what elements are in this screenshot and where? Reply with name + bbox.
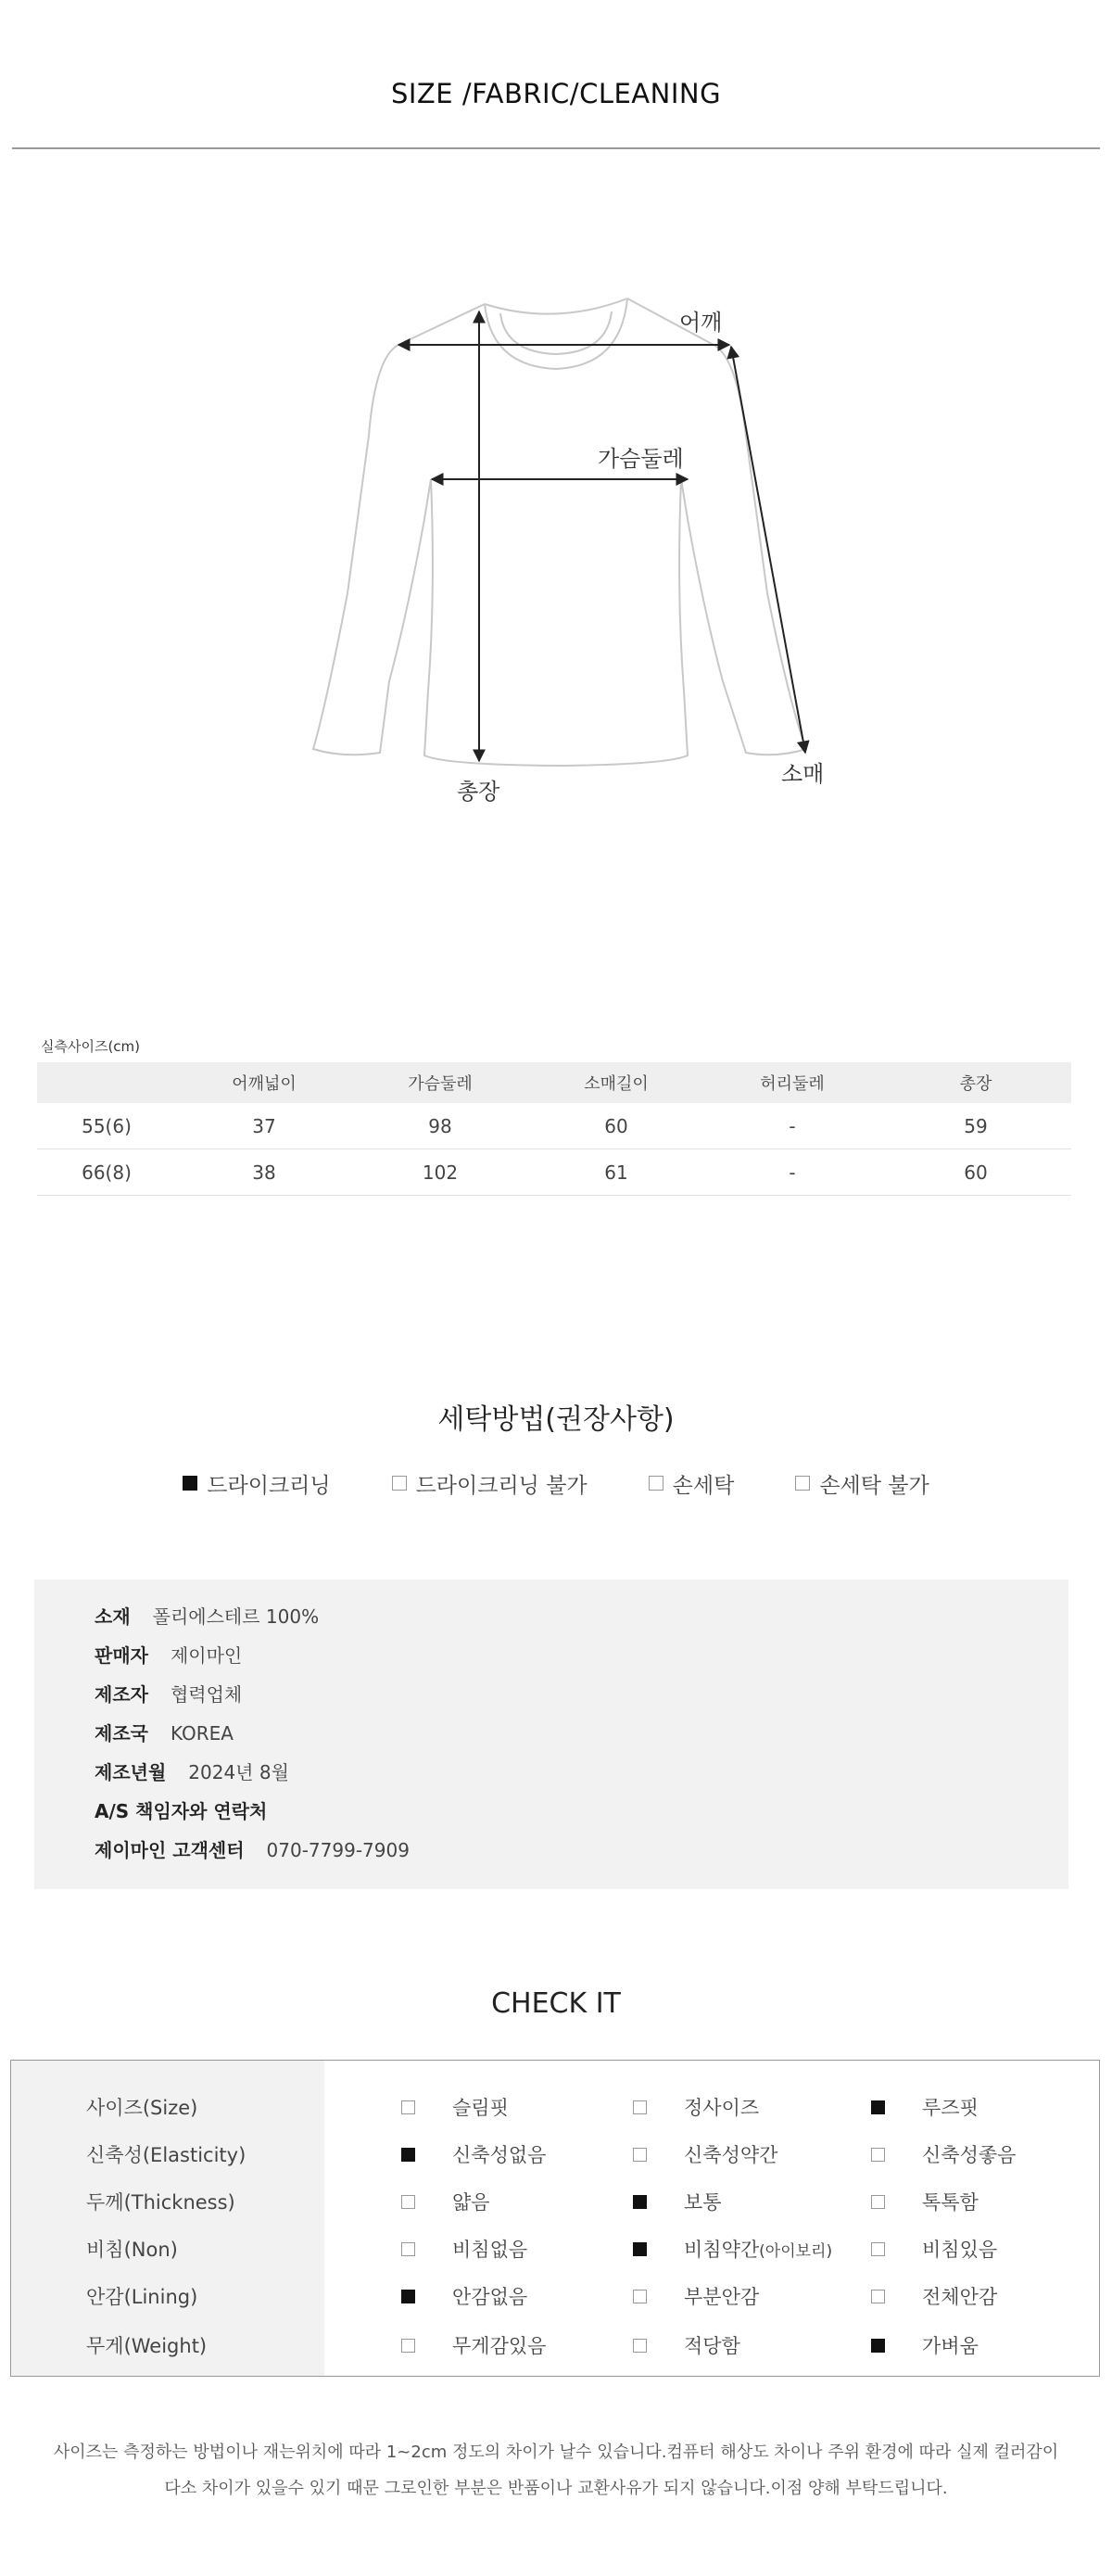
table-cell: 60	[880, 1149, 1071, 1196]
check-it-title: CHECK IT	[491, 1987, 621, 2020]
footer-note-line2: 다소 차이가 있을수 있기 때문 그로인한 부분은 반품이나 교환사유가 되지 않습니다.이점 양해 부탁드립니다.	[164, 2479, 948, 2498]
sleeve-label: 소매	[781, 761, 825, 787]
washing-option	[183, 1466, 330, 1500]
checkbox-icon	[871, 2290, 885, 2303]
check-option-label: 신축성약간	[684, 2144, 778, 2166]
washing-option-label: 손세탁	[672, 1473, 735, 1498]
check-option-label: 전체안감	[922, 2286, 998, 2308]
length-label: 총장	[457, 779, 500, 805]
checkbox-icon	[633, 2242, 647, 2256]
check-row	[11, 2320, 1099, 2367]
table-cell: -	[704, 1149, 880, 1196]
check-option	[871, 2188, 979, 2215]
info-label: 제조자	[95, 1683, 148, 1706]
washing-options	[0, 1466, 1112, 1500]
check-option-note: (아이보리)	[759, 2241, 833, 2261]
info-row-manufacturer	[95, 1680, 242, 1707]
check-row	[11, 2224, 1099, 2270]
check-option-label: 적당함	[684, 2335, 740, 2357]
table-cell: 37	[176, 1103, 352, 1149]
checkbox-icon	[392, 1476, 407, 1491]
checkbox-icon	[871, 2339, 885, 2353]
size-table-header: 소매길이	[528, 1062, 704, 1103]
size-table-header: 어깨넓이	[176, 1062, 352, 1103]
table-cell: 102	[352, 1149, 528, 1196]
info-row-as-contact	[95, 1796, 289, 1823]
check-row-label: 신축성(Elasticity)	[86, 2144, 246, 2166]
check-option-label: 부분안감	[684, 2286, 760, 2308]
checkbox-icon	[401, 2290, 415, 2303]
check-row-label: 사이즈(Size)	[86, 2097, 198, 2119]
check-option	[401, 2235, 527, 2263]
table-row	[37, 1149, 1071, 1196]
info-row-date	[95, 1758, 289, 1784]
table-cell: 66(8)	[37, 1149, 176, 1196]
check-option	[633, 2093, 759, 2121]
info-label: 소재	[95, 1605, 131, 1628]
table-cell: 59	[880, 1103, 1071, 1149]
washing-title: 세탁방법(권장사항)	[437, 1403, 675, 1436]
title-divider	[12, 147, 1100, 149]
washing-option	[795, 1466, 929, 1500]
checkbox-icon	[633, 2339, 647, 2353]
washing-option-label: 드라이크리닝	[207, 1473, 331, 1498]
checkbox-icon	[633, 2290, 647, 2303]
size-table-header: 가슴둘레	[352, 1062, 528, 1103]
garment-measurement-diagram	[278, 278, 834, 816]
checkbox-icon	[401, 2339, 415, 2353]
product-info-panel	[34, 1580, 1068, 1889]
measure-lines	[398, 311, 805, 761]
check-option-label: 정사이즈	[684, 2097, 760, 2119]
checkbox-icon	[871, 2148, 885, 2162]
check-option-label: 신축성없음	[452, 2144, 547, 2166]
check-row	[11, 2129, 1099, 2176]
table-row	[37, 1103, 1071, 1149]
check-row	[11, 2271, 1099, 2317]
chest-label: 가슴둘레	[598, 446, 684, 472]
check-row-label: 안감(Lining)	[86, 2286, 198, 2308]
info-row-customer-center	[95, 1835, 410, 1862]
checkbox-icon	[871, 2195, 885, 2209]
table-cell: 55(6)	[37, 1103, 176, 1149]
check-option	[633, 2188, 722, 2215]
washing-option	[392, 1466, 588, 1500]
table-cell: -	[704, 1103, 880, 1149]
checkbox-icon	[795, 1476, 810, 1491]
info-value: 협력업체	[170, 1683, 243, 1706]
size-table	[37, 1062, 1071, 1196]
size-table-header-row	[37, 1062, 1071, 1103]
check-row-label: 두께(Thickness)	[86, 2191, 235, 2214]
size-table-header: 허리둘레	[704, 1062, 880, 1103]
check-option-label: 보통	[684, 2191, 722, 2214]
info-row-country	[95, 1719, 234, 1745]
check-row	[11, 2082, 1099, 2128]
checkbox-icon	[401, 2100, 415, 2114]
table-cell: 98	[352, 1103, 528, 1149]
size-table-caption: 실측사이즈(cm)	[41, 1038, 141, 1055]
check-option-label: 비침없음	[452, 2239, 528, 2261]
table-cell: 61	[528, 1149, 704, 1196]
check-option	[633, 2282, 759, 2310]
page-title: SIZE /FABRIC/CLEANING	[390, 78, 722, 109]
checkbox-icon	[633, 2100, 647, 2114]
check-option	[401, 2282, 527, 2310]
check-row-label: 무게(Weight)	[86, 2335, 208, 2357]
check-option	[401, 2331, 546, 2359]
check-option-label: 무게감있음	[452, 2335, 547, 2357]
check-option	[633, 2235, 832, 2263]
check-option	[633, 2140, 777, 2168]
checkbox-icon	[649, 1476, 663, 1491]
checkbox-icon	[633, 2195, 647, 2209]
check-option-label: 비침약간	[684, 2239, 760, 2261]
checkbox-icon	[871, 2100, 885, 2114]
check-option-label: 톡톡함	[922, 2191, 979, 2214]
checkbox-icon	[401, 2242, 415, 2256]
sweater-outline	[313, 298, 806, 766]
info-value: 070-7799-7909	[266, 1839, 410, 1861]
table-cell: 60	[528, 1103, 704, 1149]
info-value: KOREA	[170, 1722, 234, 1745]
checkbox-icon	[401, 2195, 415, 2209]
check-row-label: 비침(Non)	[86, 2239, 178, 2261]
info-value: 2024년 8월	[188, 1761, 289, 1783]
washing-option-label: 드라이크리닝 불가	[415, 1473, 588, 1498]
checkbox-icon	[871, 2242, 885, 2256]
table-cell: 38	[176, 1149, 352, 1196]
check-option-label: 신축성좋음	[922, 2144, 1017, 2166]
check-option-label: 비침있음	[922, 2239, 998, 2261]
washing-option	[649, 1466, 735, 1500]
size-table-header	[37, 1062, 176, 1103]
check-option-label: 슬림핏	[452, 2097, 509, 2119]
check-option	[871, 2331, 979, 2359]
checkbox-icon	[401, 2148, 415, 2162]
check-option-label: 루즈핏	[922, 2097, 979, 2119]
check-option	[401, 2093, 509, 2121]
check-option-label: 가벼움	[922, 2335, 979, 2357]
footer-note-line1: 사이즈는 측정하는 방법이나 재는위치에 따라 1~2cm 정도의 차이가 날수 있습니다.컴퓨터 해상도 차이나 주위 환경에 따라 실제 컬러감이	[53, 2443, 1059, 2462]
info-label: A/S 책임자와 연락처	[95, 1800, 268, 1822]
size-table-header: 총장	[880, 1062, 1071, 1103]
check-option	[401, 2188, 490, 2215]
check-option	[871, 2093, 979, 2121]
shoulder-label: 어깨	[679, 310, 723, 336]
check-option	[401, 2140, 546, 2168]
checkbox-icon	[633, 2148, 647, 2162]
check-option-label: 안감없음	[452, 2286, 528, 2308]
info-label: 제이마인 고객센터	[95, 1839, 245, 1861]
info-row-material	[95, 1602, 319, 1629]
check-option	[871, 2282, 997, 2310]
info-label: 제조국	[95, 1722, 148, 1745]
info-value: 폴리에스테르 100%	[152, 1605, 320, 1628]
checkbox-icon	[183, 1476, 197, 1491]
info-label: 판매자	[95, 1644, 148, 1667]
check-option	[633, 2331, 740, 2359]
info-label: 제조년월	[95, 1761, 167, 1783]
washing-option-label: 손세탁 불가	[819, 1473, 929, 1498]
check-option	[871, 2235, 997, 2263]
check-row	[11, 2176, 1099, 2223]
info-row-seller	[95, 1641, 242, 1668]
info-value: 제이마인	[170, 1644, 243, 1667]
check-option-label: 얇음	[452, 2191, 490, 2214]
check-option	[871, 2140, 1016, 2168]
